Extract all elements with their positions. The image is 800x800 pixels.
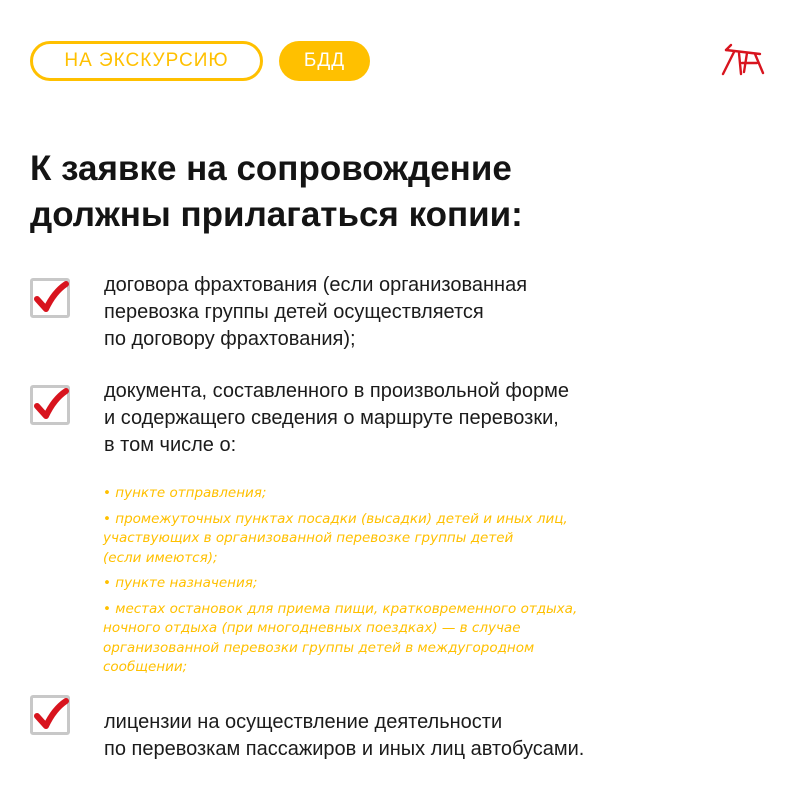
- tag-na-ekskursiyu[interactable]: НА ЭКСКУРСИЮ: [30, 41, 263, 81]
- checkmark-icon: [30, 278, 70, 318]
- list-item-licenziya: лицензии на осуществление деятельности по перевозкам пассажиров и иных лиц автобусами.: [104, 711, 585, 760]
- list-item-fraht: договора фрахтования (если организованная перевозка группы детей осуществляется по договору фрахтования);: [104, 274, 528, 350]
- sub-list-item: • местах остановок для приема пищи, кратковременного отдыха, ночного отдыха (при многодневных поездках) — в случае организованной перевозки группы детей в междугородном сообщении;: [103, 600, 578, 675]
- sub-list-item: • промежуточных пунктах посадки (высадки) детей и иных лиц, участвующих в организованной перевозке группы детей (если имеются);: [103, 510, 568, 566]
- sub-list-item: • пункте отправления;: [103, 485, 267, 501]
- walking-table-logo-icon: [717, 41, 767, 81]
- sub-list-item: • пункте назначения;: [103, 575, 258, 591]
- tag-bdd[interactable]: БДД: [279, 41, 370, 81]
- route-details-list: [103, 484, 723, 678]
- list-item-marshrut: документа, составленного в произвольной форме и содержащего сведения о маршруте перевозки, в том числе о:: [104, 380, 569, 456]
- page-title: К заявке на сопровождение должны прилагаться копии:: [30, 149, 523, 234]
- checkmark-icon: [30, 695, 70, 735]
- checkmark-icon: [30, 385, 70, 425]
